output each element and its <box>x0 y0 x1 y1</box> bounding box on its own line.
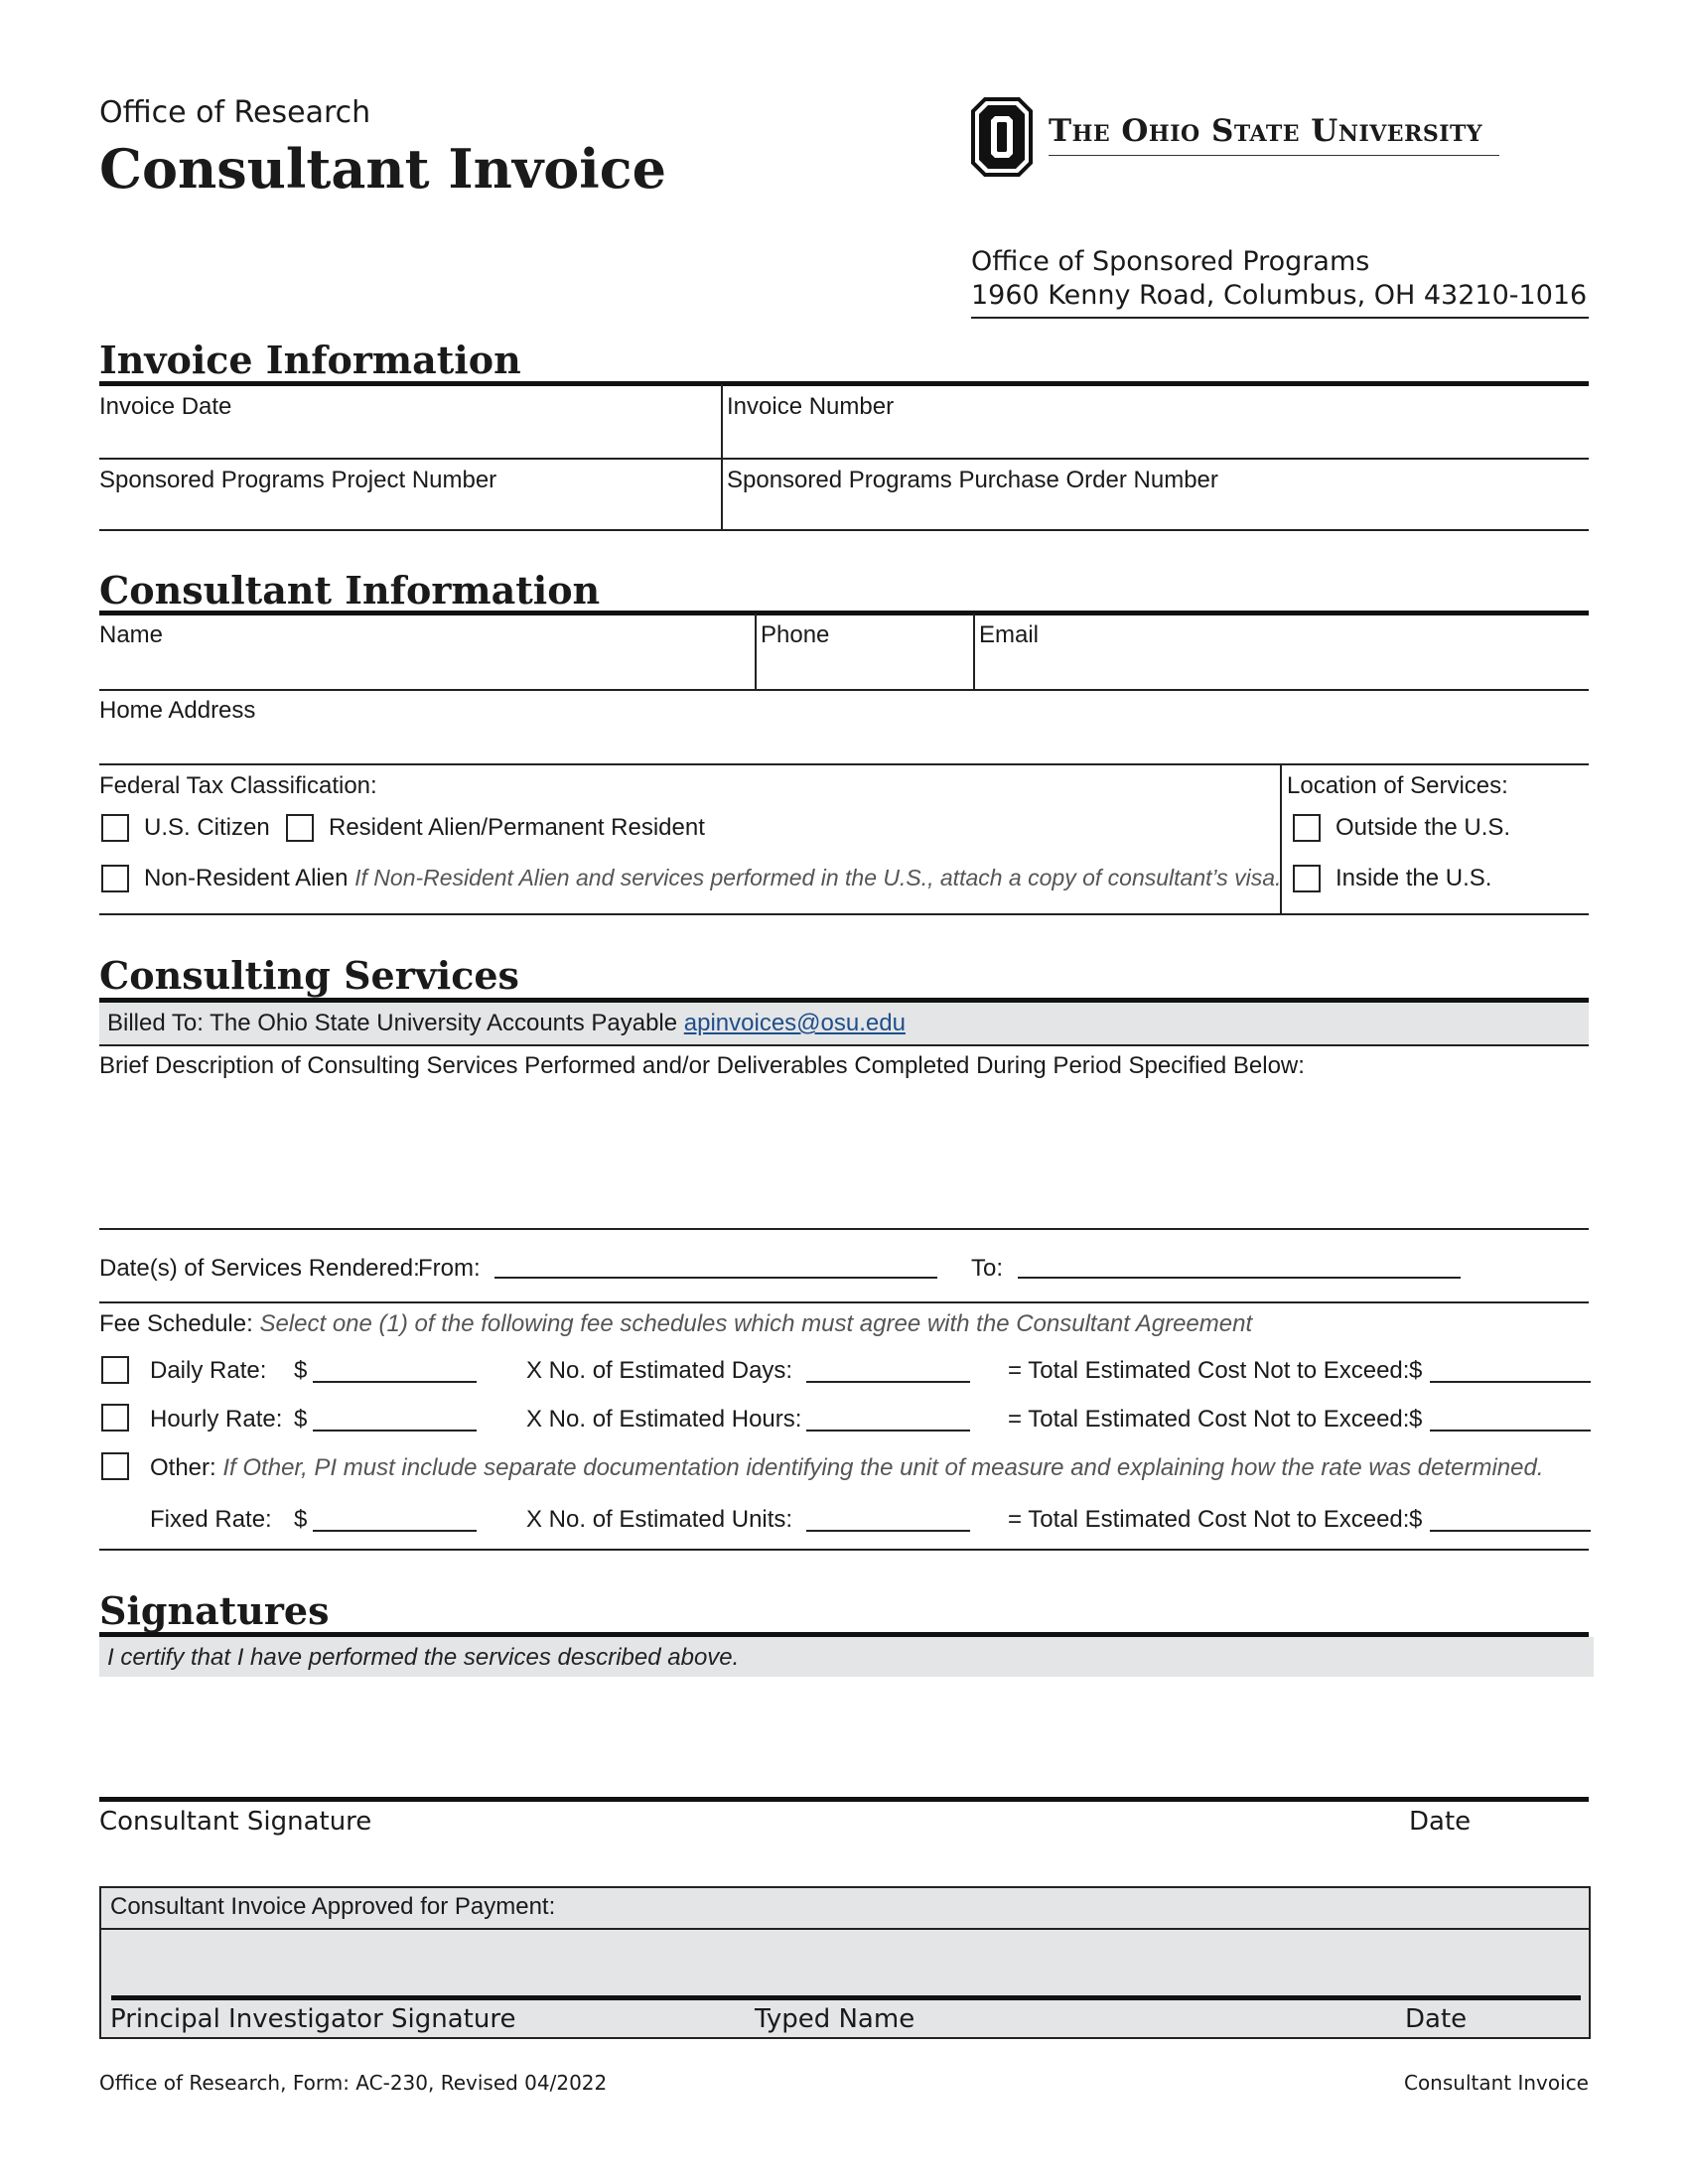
daily-total-label: = Total Estimated Cost Not to Exceed: <box>1008 1357 1410 1384</box>
fee-bottom-rule <box>99 1549 1589 1551</box>
certify-text: I certify that I have performed the services described above. <box>107 1644 740 1671</box>
office-label: Office of Research <box>99 95 371 130</box>
location-label: Location of Services: <box>1287 772 1508 799</box>
pi-signature-rule <box>111 1995 1581 2000</box>
est-days-label: X No. of Estimated Days: <box>526 1357 793 1384</box>
dates-label: Date(s) of Services Rendered: <box>99 1255 420 1282</box>
invoice-number-label: Invoice Number <box>727 393 895 420</box>
address-line-2: 1960 Kenny Road, Columbus, OH 43210-1016 <box>971 280 1588 311</box>
daily-total-field[interactable] <box>1430 1381 1591 1383</box>
email-label: Email <box>979 621 1040 648</box>
address-row-rule <box>99 763 1589 765</box>
daily-dollar-sign: $ <box>294 1357 308 1384</box>
fee-schedule-row <box>99 1310 1252 1338</box>
hourly-rate-field[interactable] <box>313 1430 477 1432</box>
invoice-info-rule <box>99 381 1589 386</box>
phone-label: Phone <box>761 621 830 648</box>
university-name: The Ohio State University <box>1049 113 1483 149</box>
fixed-total-label: = Total Estimated Cost Not to Exceed: <box>1008 1506 1410 1533</box>
description-field[interactable] <box>99 1082 1589 1226</box>
est-units-label: X No. of Estimated Units: <box>526 1506 793 1533</box>
hourly-rate-label: Hourly Rate: <box>150 1406 283 1433</box>
billed-to-row <box>107 1010 906 1037</box>
consultant-signature-label: Consultant Signature <box>99 1807 372 1837</box>
inside-us-label: Inside the U.S. <box>1336 865 1492 891</box>
hourly-total-label: = Total Estimated Cost Not to Exceed: <box>1008 1406 1410 1433</box>
non-resident-alien-row <box>144 865 1281 892</box>
consultant-date-label: Date <box>1409 1807 1472 1837</box>
logo-rule <box>1049 155 1499 156</box>
pi-date-label: Date <box>1405 2004 1468 2034</box>
consulting-services-heading: Consulting Services <box>99 953 519 998</box>
to-date-field[interactable] <box>1018 1277 1461 1279</box>
consultant-signature-rule <box>99 1797 1589 1802</box>
other-note: If Other, PI must include separate documentation identifying the unit of measure and explaining how the rate was determined. <box>222 1454 1544 1481</box>
tax-classification-label: Federal Tax Classification: <box>99 772 377 799</box>
fixed-rate-field[interactable] <box>313 1530 477 1532</box>
description-bottom-rule <box>99 1228 1589 1230</box>
fixed-total-dollar: $ <box>1409 1506 1423 1533</box>
est-hours-label: X No. of Estimated Hours: <box>526 1406 802 1433</box>
fixed-total-field[interactable] <box>1430 1530 1591 1532</box>
non-resident-alien-checkbox[interactable] <box>101 865 129 892</box>
dates-bottom-rule <box>99 1301 1589 1303</box>
fee-schedule-note: Select one (1) of the following fee schedules which must agree with the Consultant Agreement <box>259 1310 1253 1337</box>
hourly-rate-checkbox[interactable] <box>101 1404 129 1432</box>
est-hours-field[interactable] <box>806 1430 970 1432</box>
hourly-dollar-sign: $ <box>294 1406 308 1433</box>
from-date-field[interactable] <box>494 1277 937 1279</box>
hourly-total-dollar: $ <box>1409 1406 1423 1433</box>
other-label: Other: <box>150 1454 216 1481</box>
name-phone-divider <box>755 614 757 689</box>
est-units-field[interactable] <box>806 1530 970 1532</box>
consultant-info-heading: Consultant Information <box>99 568 601 613</box>
signatures-heading: Signatures <box>99 1588 330 1633</box>
typed-name-label: Typed Name <box>755 2004 915 2034</box>
project-number-label: Sponsored Programs Project Number <box>99 467 497 493</box>
po-number-label: Sponsored Programs Purchase Order Number <box>727 467 1218 493</box>
other-row <box>150 1454 1544 1482</box>
invoice-row-rule <box>99 458 1589 460</box>
description-label: Brief Description of Consulting Services Performed and/or Deliverables Completed During Period Specified Below: <box>99 1052 1305 1079</box>
tax-bottom-rule <box>99 913 1589 915</box>
fixed-rate-label: Fixed Rate: <box>150 1506 272 1533</box>
approval-header-rule <box>99 1928 1591 1930</box>
fixed-dollar-sign: $ <box>294 1506 308 1533</box>
osu-block-o-logo <box>971 97 1033 177</box>
footer-form-info: Office of Research, Form: AC-230, Revised 04/2022 <box>99 2071 608 2095</box>
invoice-bottom-rule <box>99 529 1589 531</box>
resident-alien-checkbox[interactable] <box>286 814 314 842</box>
consultant-info-rule <box>99 611 1589 615</box>
billed-to-rule <box>99 1044 1589 1046</box>
daily-rate-field[interactable] <box>313 1381 477 1383</box>
footer-title: Consultant Invoice <box>1403 2071 1589 2095</box>
est-days-field[interactable] <box>806 1381 970 1383</box>
from-label: From: <box>418 1255 481 1282</box>
outside-us-checkbox[interactable] <box>1293 814 1321 842</box>
us-citizen-label: U.S. Citizen <box>144 814 270 841</box>
phone-email-divider <box>973 614 975 689</box>
invoice-divider <box>721 384 723 529</box>
fee-schedule-label: Fee Schedule: <box>99 1310 253 1337</box>
daily-rate-checkbox[interactable] <box>101 1356 129 1384</box>
address-rule <box>971 317 1589 319</box>
non-resident-alien-label: Non-Resident Alien <box>144 865 349 891</box>
non-resident-alien-note: If Non-Resident Alien and services performed in the U.S., attach a copy of consultant’s visa. <box>354 865 1282 890</box>
daily-rate-label: Daily Rate: <box>150 1357 267 1384</box>
consultant-signature-field[interactable] <box>99 1680 1589 1794</box>
hourly-total-field[interactable] <box>1430 1430 1591 1432</box>
name-row-rule <box>99 689 1589 691</box>
resident-alien-label: Resident Alien/Permanent Resident <box>329 814 705 841</box>
name-label: Name <box>99 621 164 648</box>
billed-to-email-link[interactable]: apinvoices@osu.edu <box>683 1010 906 1036</box>
home-address-label: Home Address <box>99 697 256 724</box>
pi-signature-label: Principal Investigator Signature <box>110 2004 516 2034</box>
to-label: To: <box>971 1255 1004 1282</box>
address-line-1: Office of Sponsored Programs <box>971 246 1370 277</box>
invoice-date-label: Invoice Date <box>99 393 232 420</box>
daily-total-dollar: $ <box>1409 1357 1423 1384</box>
inside-us-checkbox[interactable] <box>1293 865 1321 892</box>
page-title: Consultant Invoice <box>99 137 667 201</box>
other-rate-checkbox[interactable] <box>101 1452 129 1480</box>
approval-label: Consultant Invoice Approved for Payment: <box>110 1893 556 1920</box>
us-citizen-checkbox[interactable] <box>101 814 129 842</box>
invoice-info-heading: Invoice Information <box>99 338 521 382</box>
billed-to-label: Billed To: The Ohio State University Accounts Payable <box>107 1010 678 1036</box>
outside-us-label: Outside the U.S. <box>1336 814 1511 841</box>
